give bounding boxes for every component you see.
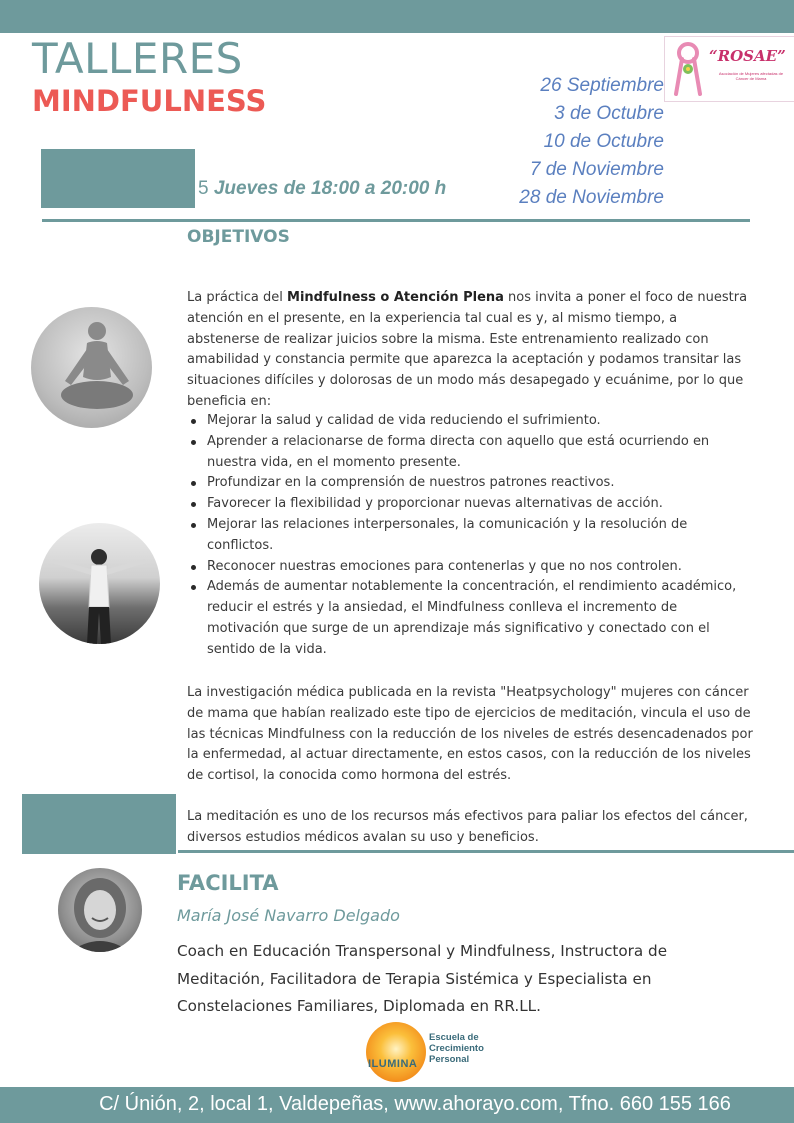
footer-address: C/ Únión, 2, local 1, Valdepeñas, www.ahorayo.com, Tfno. 660 155 166 <box>99 1093 731 1115</box>
list-item: Además de aumentar notablemente la concentración, el rendimiento académico, reducir el estrés y la ansiedad, el Mindfulness conlleva el incremento de motivación que surge de un aprendizaje más significativo y conectado con el sentido de la vida. <box>187 577 753 660</box>
divider <box>42 219 750 222</box>
facilitator-portrait-icon <box>58 868 142 952</box>
tagline-line: Personal <box>429 1054 470 1065</box>
facilitator-name: María José Navarro Delgado <box>177 906 400 925</box>
dates-list <box>519 72 664 212</box>
list-item: Profundizar en la comprensión de nuestros patrones reactivos. <box>187 473 753 494</box>
meditation-paragraph: La meditación es uno de los recursos más efectivos para paliar los efectos del cáncer, diversos estudios médicos avalan su uso y beneficios. <box>187 809 748 845</box>
decorative-block <box>22 794 176 854</box>
date-item: 10 de Octubre <box>543 131 664 152</box>
ilumina-logo-word: ILUMINA <box>368 1058 418 1070</box>
intro-text-continued: nos invita a poner el foco de nuestra atención en el presente, en la experiencia tal cual es y, al mismo tiempo, a abstenerse de realizar juicios sobre la misma. Este entrenamiento realizado con amabilidad y constancia permite que aparezca la aceptación y podamos transitar las situaciones difíciles y dolorosas de un modo más desapegado y ecuánime, por lo que beneficia en: <box>187 290 748 409</box>
rosae-logo-subtitle: Asociación de Mujeres afectadas de Cáncer de Mama <box>718 71 784 81</box>
open-arms-photo <box>39 523 160 644</box>
list-item: Aprender a relacionarse de forma directa con aquello que está ocurriendo en nuestra vida, en el momento presente. <box>187 432 753 474</box>
meditating-woman-silhouette-icon <box>31 307 152 428</box>
meditation-photo <box>31 307 152 428</box>
divider <box>178 850 794 853</box>
title-mindfulness: MINDFULNESS <box>32 84 267 118</box>
list-item: Mejorar las relaciones interpersonales, la comunicación y la resolución de conflictos. <box>187 515 753 557</box>
date-item: 7 de Noviembre <box>529 159 664 180</box>
person-open-arms-icon <box>39 523 160 644</box>
tagline-line: Escuela de <box>429 1032 479 1043</box>
objetivos-intro <box>187 288 753 413</box>
rosae-logo <box>664 36 794 102</box>
decorative-block <box>41 149 195 208</box>
intro-text: La práctica del <box>187 290 288 305</box>
list-item: Mejorar la salud y calidad de vida reduciendo el sufrimiento. <box>187 411 753 432</box>
intro-bold-text: Mindfulness o Atención Plena <box>287 290 504 305</box>
list-item: Favorecer la flexibilidad y proporcionar nuevas alternativas de acción. <box>187 494 753 515</box>
objetivos-heading: OBJETIVOS <box>187 227 290 247</box>
schedule-text: Jueves de 18:00 a 20:00 h <box>213 178 447 199</box>
schedule-count: 5 <box>198 178 209 199</box>
title-talleres: TALLERES <box>32 34 243 83</box>
ilumina-tagline <box>429 1032 484 1065</box>
facilitator-bio: Coach en Educación Transpersonal y Mindfulness, Instructora de Meditación, Facilitadora de Terapia Sistémica y Especialista en Constelaciones Familiares, Diplomada en RR.LL. <box>177 942 668 1015</box>
top-banner <box>0 0 794 33</box>
list-item: Reconocer nuestras emociones para contenerlas y que no nos controlen. <box>187 557 753 578</box>
facilitator-avatar <box>58 868 142 952</box>
research-paragraph: La investigación médica publicada en la revista "Heatpsychology" mujeres con cáncer de mama que habían realizado este tipo de ejercicios de meditación, vincula el uso de las técnicas Mindfulness con la reducción de los niveles de estrés desencadenados por la enfermedad, al actuar directamente, en estos casos, con la reducción de los niveles de cortisol, la conocida como hormona del estrés. <box>187 685 753 784</box>
schedule <box>198 176 446 202</box>
ilumina-sun-icon <box>366 1022 426 1082</box>
facilita-heading: FACILITA <box>177 871 279 895</box>
date-item: 28 de Noviembre <box>519 187 664 208</box>
pink-ribbon-icon <box>673 39 703 97</box>
benefits-list <box>187 411 753 661</box>
rosae-logo-title: “ROSAE” <box>709 47 786 65</box>
date-item: 3 de Octubre <box>554 103 664 124</box>
tagline-line: Crecimiento <box>429 1043 484 1054</box>
date-item: 26 Septiembre <box>540 75 664 96</box>
